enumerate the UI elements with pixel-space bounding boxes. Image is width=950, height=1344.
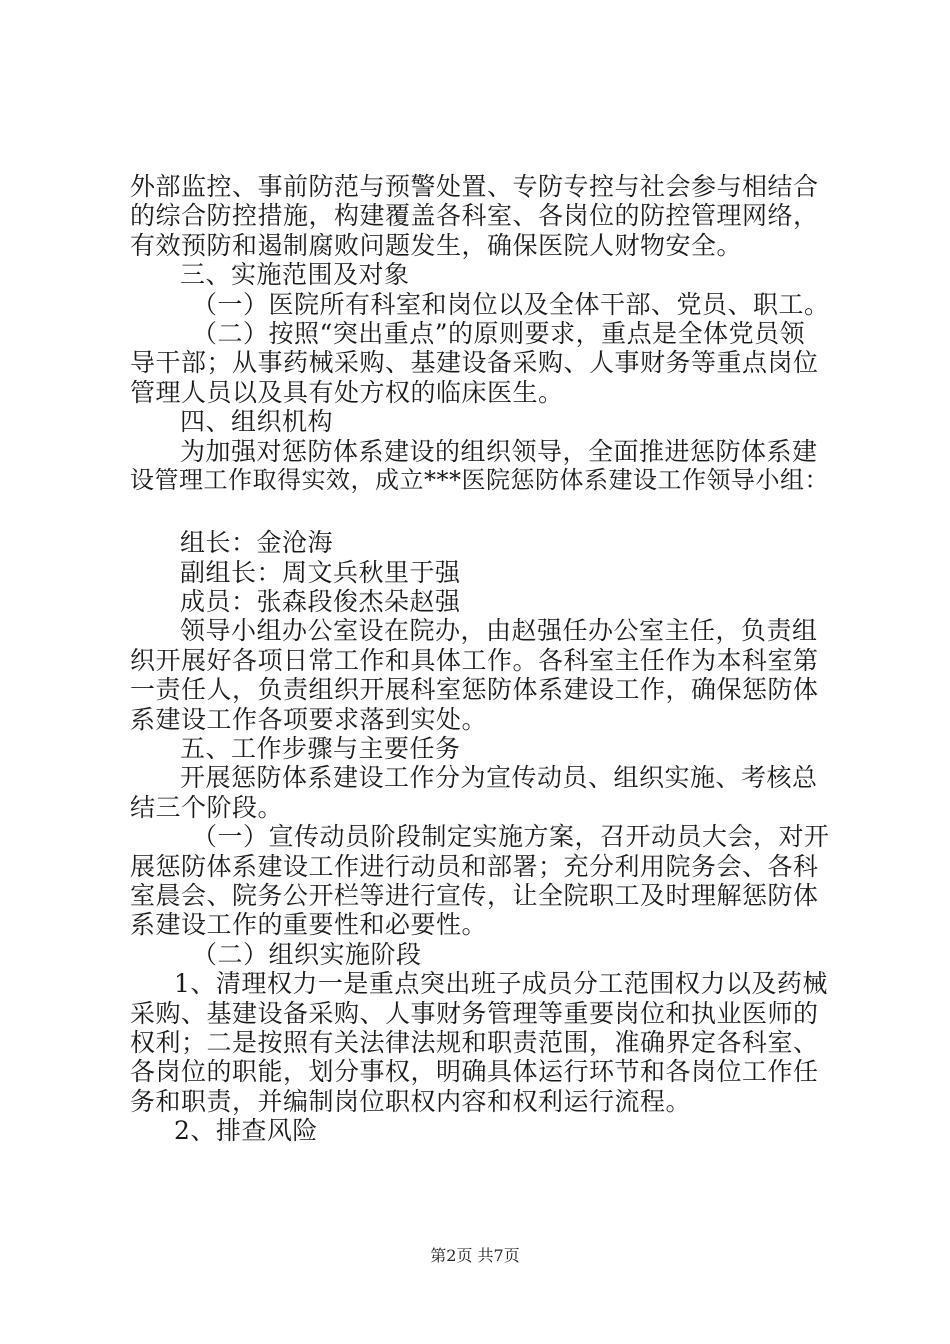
text-line: （二）按照“突出重点”的原则要求，重点是全体党员领 <box>192 318 806 348</box>
group-leader: 组长：金沧海 <box>180 528 334 558</box>
text-line: 设管理工作取得实效，成立***医院惩防体系建设工作领导小组： <box>130 465 829 494</box>
page-number-footer: 第2页 共7页 <box>430 1246 520 1265</box>
text-line: 1、清理权力一是重点突出班子成员分工范围权力以及药械 <box>174 969 828 999</box>
group-deputy-leader: 副组长：周文兵秋里于强 <box>180 557 461 587</box>
text-line: 各岗位的职能，划分事权，明确具体运行环节和各岗位工作任 <box>130 1057 819 1087</box>
text-line: 权利；二是按照有关法律法规和职责范围，准确界定各科室、 <box>130 1027 819 1057</box>
text-line: （一）医院所有科室和岗位以及全体干部、党员、职工。 <box>192 289 830 319</box>
text-line: 为加强对惩防体系建设的组织领导，全面推进惩防体系建 <box>180 436 818 466</box>
text-line: 结三个阶段。 <box>130 792 284 822</box>
subsection-heading: （二）组织实施阶段 <box>192 939 422 969</box>
text-line: （一）宣传动员阶段制定实施方案，召开动员大会，对开 <box>192 822 830 852</box>
group-members: 成员：张森段俊杰朵赵强 <box>180 587 461 617</box>
text-line: 室晨会、院务公开栏等进行宣传，让全院职工及时理解惩防体 <box>130 880 819 910</box>
text-line: 的综合防控措施，构建覆盖各科室、各岗位的防控管理网络， <box>130 201 819 231</box>
text-line: 系建设工作的重要性和必要性。 <box>130 910 488 940</box>
section-heading-steps: 五、工作步骤与主要任务 <box>180 734 461 764</box>
section-heading-organization: 四、组织机构 <box>180 407 334 437</box>
document-body <box>130 172 830 1146</box>
blank-line <box>130 495 830 528</box>
text-line: 开展惩防体系建设工作分为宣传动员、组织实施、考核总 <box>180 763 818 793</box>
text-line: 有效预防和遏制腐败问题发生，确保医院人财物安全。 <box>130 230 743 260</box>
text-line: 领导小组办公室设在院办，由赵强任办公室主任，负责组 <box>180 616 818 646</box>
text-line: 外部监控、事前防范与预警处置、专防专控与社会参与相结合 <box>130 172 819 201</box>
text-line: 2、排查风险 <box>174 1116 318 1146</box>
section-heading-scope: 三、实施范围及对象 <box>180 260 410 290</box>
text-line: 管理人员以及具有处方权的临床医生。 <box>130 377 564 407</box>
text-line: 一责任人，负责组织开展科室惩防体系建设工作，确保惩防体 <box>130 675 819 705</box>
text-line: 展惩防体系建设工作进行动员和部署；充分利用院务会、各科 <box>130 851 819 881</box>
text-line: 采购、基建设备采购、人事财务管理等重要岗位和执业医师的 <box>130 998 819 1028</box>
text-line: 系建设工作各项要求落到实处。 <box>130 704 488 734</box>
text-line: 织开展好各项日常工作和具体工作。各科室主任作为本科室第 <box>130 645 819 675</box>
text-line: 务和职责，并编制岗位职权内容和权利运行流程。 <box>130 1086 692 1116</box>
text-line: 导干部；从事药械采购、基建设备采购、人事财务等重点岗位 <box>130 348 819 378</box>
